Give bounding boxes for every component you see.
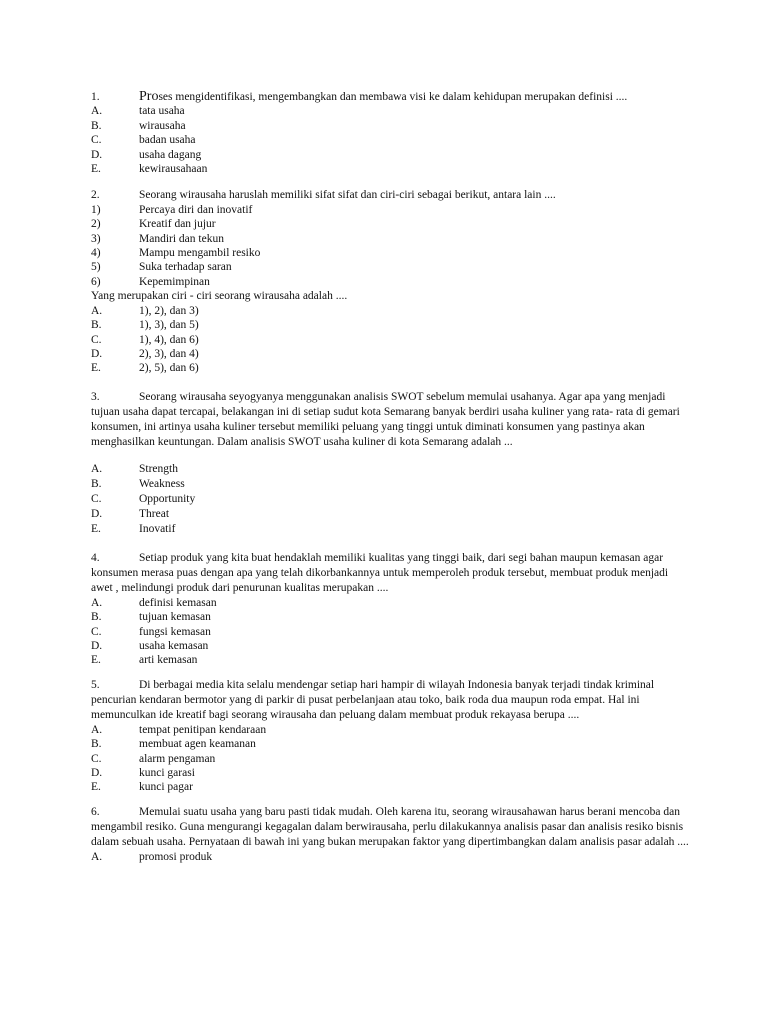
question-1	[91, 90, 691, 176]
option-c: C. Opportunity	[91, 492, 196, 505]
option-e: E. arti kemasan	[91, 654, 198, 667]
question-3-options	[91, 462, 691, 537]
question-4-stem	[91, 551, 691, 596]
question-4	[91, 551, 691, 668]
document-page	[91, 90, 691, 864]
option-b: B. wirausaha	[91, 119, 186, 132]
question-2-question: Yang merupakan ciri - ciri seorang wirausaha adalah ....	[91, 290, 348, 303]
question-4-stem-text: Setiap produk yang kita buat hendaklah memiliki kualitas yang tinggi baik, dari segi bahan maupun kemasan agar konsumen merasa puas dengan apa yang telah dikorbankannya untuk memperoleh produk tersebut, membuat produk menjadi awet , melindungi produk dari penurunan kualitas merupakan ....	[91, 551, 669, 594]
question-1-stem-lead: Pro	[139, 89, 159, 104]
option-c: C. badan usaha	[91, 134, 196, 147]
option-d: D. 2), 3), dan 4)	[91, 347, 199, 360]
option-b: B. 1), 3), dan 5)	[91, 319, 199, 332]
option-c: C. 1), 4), dan 6)	[91, 333, 199, 346]
statement-2: 2) Kreatif dan jujur	[91, 218, 216, 231]
option-e: E. kunci pagar	[91, 781, 193, 794]
question-number: 4.	[91, 551, 100, 564]
question-5-stem	[91, 678, 691, 723]
option-a: A. definisi kemasan	[91, 596, 217, 609]
option-a: A. tempat penitipan kendaraan	[91, 723, 267, 736]
question-2-stem	[91, 188, 691, 202]
statement-3: 3) Mandiri dan tekun	[91, 232, 224, 245]
option-c: C. fungsi kemasan	[91, 625, 211, 638]
option-e: E. Inovatif	[91, 522, 176, 535]
question-6-stem	[91, 805, 691, 850]
question-number: 5.	[91, 678, 100, 691]
question-4-options	[91, 596, 691, 668]
statement-4: 4) Mampu mengambil resiko	[91, 247, 261, 260]
option-a: A. tata usaha	[91, 105, 185, 118]
question-number: 3.	[91, 390, 100, 403]
option-a: A. promosi produk	[91, 850, 213, 863]
question-number: 2.	[91, 189, 100, 202]
question-2-options	[91, 304, 691, 376]
question-5	[91, 678, 691, 795]
statement-6: 6) Kepemimpinan	[91, 275, 210, 288]
question-2	[91, 188, 691, 375]
question-3	[91, 390, 691, 537]
option-d: D. kunci garasi	[91, 766, 195, 779]
option-c: C. alarm pengaman	[91, 752, 216, 765]
option-d: D. Threat	[91, 507, 170, 520]
option-b: B. membuat agen keamanan	[91, 738, 256, 751]
question-3-stem	[91, 390, 691, 450]
question-number: 1.	[91, 91, 100, 103]
question-1-stem	[91, 90, 691, 104]
option-a: A. 1), 2), dan 3)	[91, 304, 199, 317]
question-2-statements	[91, 203, 691, 289]
question-6-stem-text: Memulai suatu usaha yang baru pasti tidak mudah. Oleh karena itu, seorang wirausahawan harus berani mencoba dan mengambil resiko. Guna mengurangi kegagalan dalam berwirausaha, perlu dilakukannya analisis pasar dan analisis resiko bisnis dalam sebuah usaha. Pernyataan di bawah ini yang bukan merupakan faktor yang dipertimbangkan dalam analisis pasar adalah ....	[91, 805, 689, 848]
question-2-stem-text: Seorang wirausaha haruslah memiliki sifat sifat dan ciri-ciri sebagai berikut, antara lain ....	[139, 189, 556, 202]
question-1-options	[91, 104, 691, 176]
question-6	[91, 805, 691, 864]
question-5-options	[91, 723, 691, 795]
option-a: A. Strength	[91, 462, 178, 475]
option-b: B. tujuan kemasan	[91, 611, 211, 624]
question-1-stem-text: ses mengidentifikasi, mengembangkan dan membawa visi ke dalam kehidupan merupakan definisi ....	[158, 91, 628, 103]
question-3-stem-text: Seorang wirausaha seyogyanya menggunakan analisis SWOT sebelum memulai usahanya. Agar apa yang menjadi tujuan usaha dapat tercapai, belakangan ini di setiap sudut kota Semarang banyak berdiri usaha kuliner yang rata- rata di gemari konsumen, ini artinya usaha kuliner tersebut memiliki peluang yang tinggi untuk diminati konsumen yang pastinya akan menghasilkan keuntungan. Dalam analisis SWOT usaha kuliner di kota Semarang adalah ...	[91, 390, 680, 448]
question-5-stem-text: Di berbagai media kita selalu mendengar setiap hari hampir di wilayah Indonesia banyak terjadi tindak kriminal pencurian kendaran bermotor yang di parkir di pusat perbelanjaan atau toko, baik roda dua maupun roda empat. Hal ini memunculkan ide kreatif bagi seorang wirausaha dan peluang dalam membuat produk rekayasa berupa ....	[91, 678, 655, 721]
question-6-options	[91, 850, 691, 864]
option-e: E. 2), 5), dan 6)	[91, 362, 199, 375]
statement-5: 5) Suka terhadap saran	[91, 261, 232, 274]
option-b: B. Weakness	[91, 477, 185, 490]
question-number: 6.	[91, 805, 100, 818]
option-d: D. usaha dagang	[91, 148, 202, 161]
statement-1: 1) Percaya diri dan inovatif	[91, 203, 253, 216]
option-e: E. kewirausahaan	[91, 163, 208, 176]
option-d: D. usaha kemasan	[91, 639, 209, 652]
